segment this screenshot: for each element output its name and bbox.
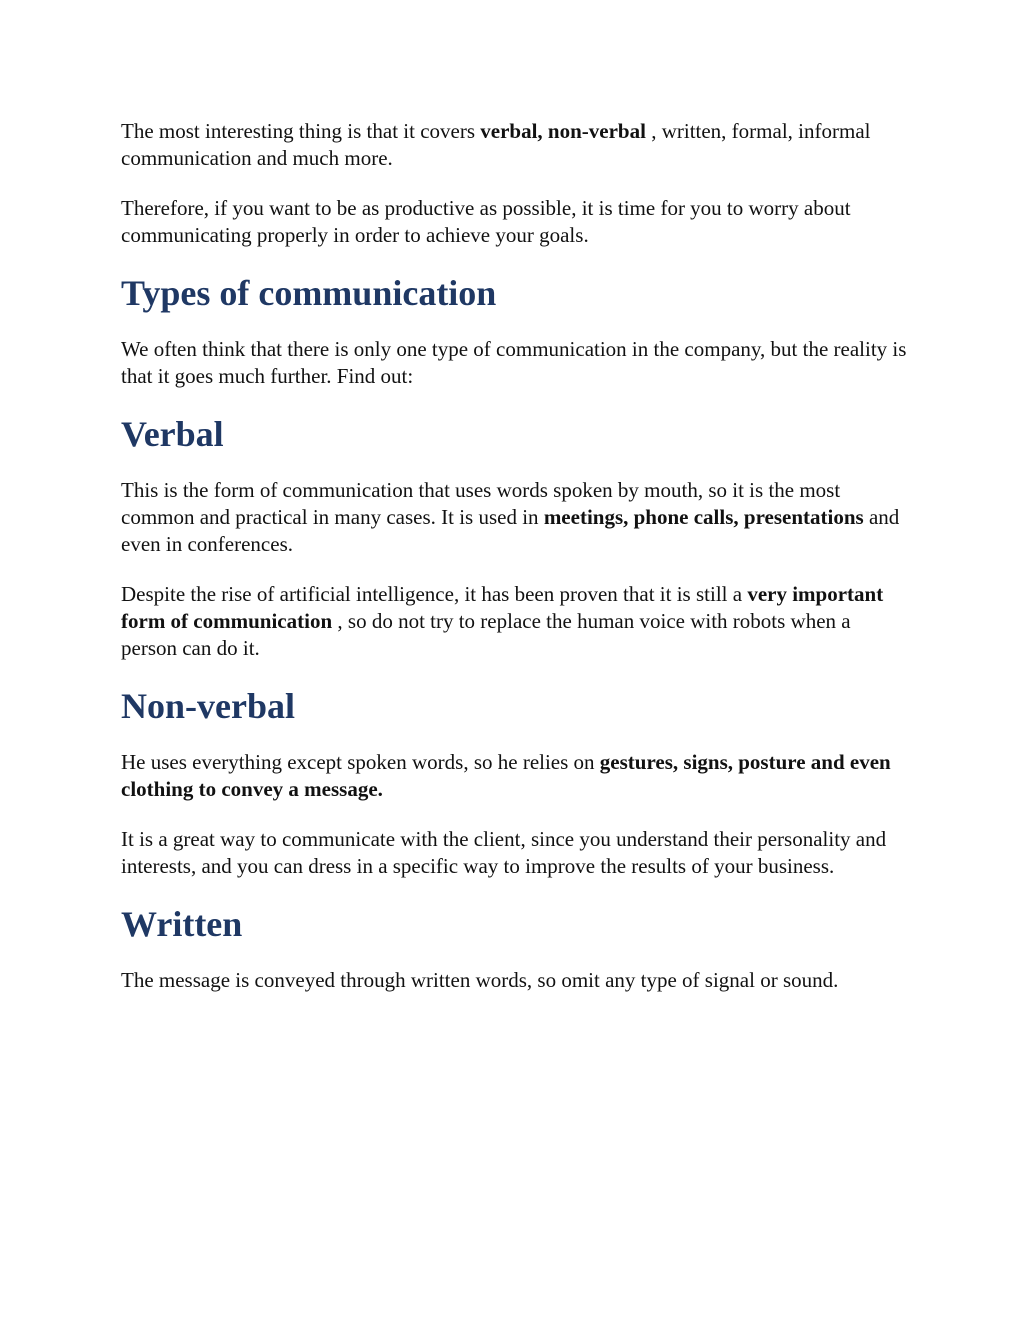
heading-verbal: Verbal	[121, 414, 224, 454]
bold-phrase: gestures, signs, posture and even clothing to convey a message.	[121, 750, 891, 801]
heading-types-of-communication: Types of communication	[121, 273, 497, 313]
bold-phrase: verbal, non-verbal	[480, 119, 646, 143]
bold-phrase: very important form of communication	[121, 582, 884, 633]
intro-paragraph: The most interesting thing is that it covers verbal, non-verbal , written, formal, informal communication and much more.	[121, 119, 871, 170]
nonverbal-paragraph-2: It is a great way to communicate with the client, since you understand their personality and interests, and you can dress in a specific way to improve the results of your business.	[121, 827, 887, 878]
heading-written: Written	[121, 904, 243, 944]
productivity-paragraph: Therefore, if you want to be as productive as possible, it is time for you to worry about communicating properly in order to achieve your goals.	[121, 196, 851, 247]
heading-non-verbal: Non-verbal	[121, 686, 295, 726]
verbal-paragraph-2: Despite the rise of artificial intelligence, it has been proven that it is still a very important form of communication , so do not try to replace the human voice with robots when a person can do it.	[121, 582, 884, 660]
verbal-paragraph-1: This is the form of communication that uses words spoken by mouth, so it is the most common and practical in many cases. It is used in meetings, phone calls, presentations and even in conferences.	[121, 478, 900, 556]
nonverbal-paragraph-1: He uses everything except spoken words, so he relies on gestures, signs, posture and even clothing to convey a message.	[121, 750, 891, 801]
bold-phrase: meetings, phone calls, presentations	[543, 505, 864, 529]
types-paragraph: We often think that there is only one type of communication in the company, but the reality is that it goes much further. Find out:	[121, 337, 907, 388]
written-paragraph: The message is conveyed through written words, so omit any type of signal or sound.	[121, 968, 839, 992]
document-body	[121, 118, 911, 1017]
